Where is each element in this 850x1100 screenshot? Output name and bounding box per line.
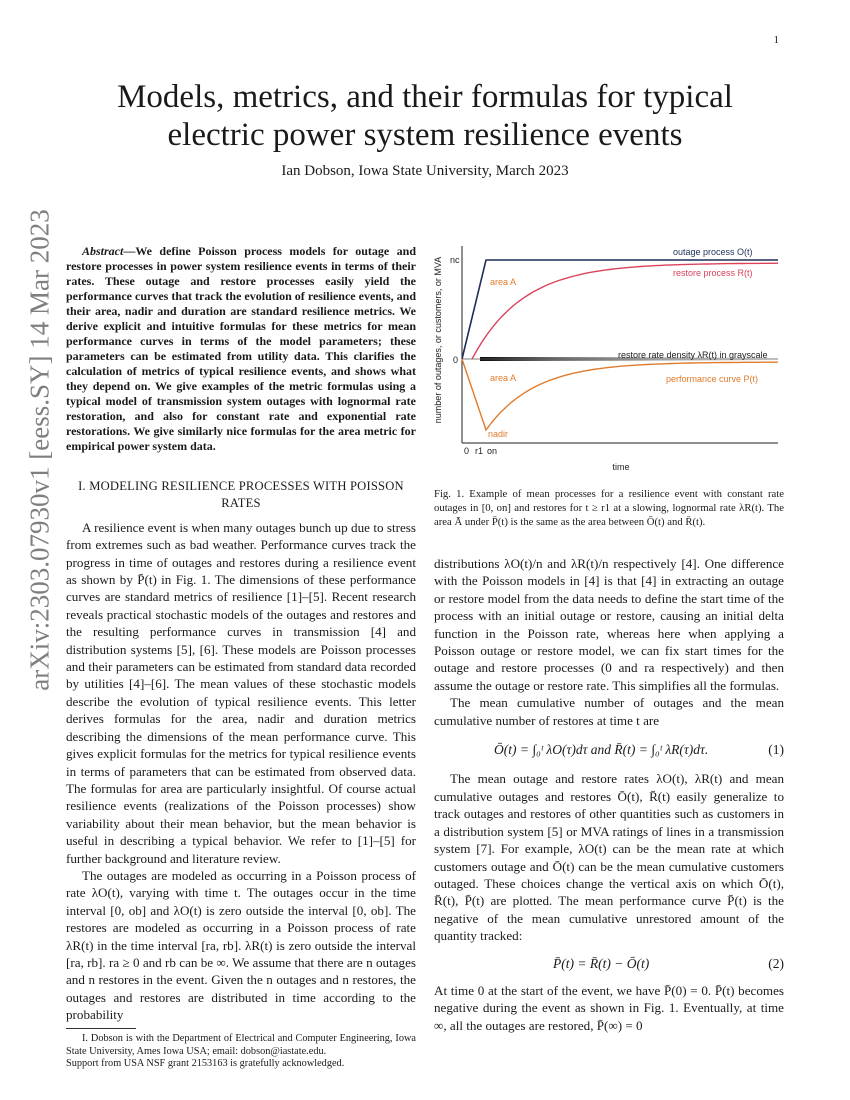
author-line: Ian Dobson, Iowa State University, March 2023	[281, 163, 569, 179]
left-paragraph-1: A resilience event is when many outages bunch up due to stress from extremes such as bad weather. Performance curves track the progress in time of outages and restores during a resilience event as shown by P̄(t) in Fig. 1. The dimensions of these performance curves are standard metrics of resilience [1]–[5]. Recent research reveals practical stochastic models of the outages and restores and the resulting performance curves in transmission [4] and distribution systems [5], [6]. These models are Poisson processes and their parameters can be estimated from standard data recorded by utilities [4]–[6]. The mean values of these stochastic models describe the evolution of typical resilience events. This letter derives formulas for the area, nadir and duration metrics describing the dimensions of the mean performance curve. This gives explicit formulas for the metrics for typical resilience events in terms of parameters that can be estimated from observed data. The formulas for area are particularly insightful. Of course actual resilience events (realizations of the Poisson processes) show variability about their mean behavior, but the mean behavior is useful in describing a typical behavior. We refer to [1]–[5] for further background and literature review.	[66, 519, 416, 866]
title-line-2: electric power system resilience events	[167, 117, 683, 153]
right-paragraph-1: distributions λO(t)/n and λR(t)/n respectively [4]. One difference with the Poisson models in [4] is that [4] in extracting an outage or restore model from the data needs to define the start time of the process with an initial outage or restore, causing an initial delta function in the Poisson rate, whereas here when applying a Poisson outage or restore model, we can fix start times for the outage and restore processes (0 and ra respectively) and then assume the outage or restore rate. This simplifies all the formulas.	[434, 556, 784, 693]
performance-curve-label: performance curve P(t)	[666, 374, 759, 384]
title-line-1: Models, metrics, and their formulas for typical	[117, 79, 733, 115]
equation-1	[434, 741, 784, 758]
footnote-affiliation: I. Dobson is with the Department of Electrical and Computer Engineering, Iowa State University, Ames Iowa USA; email: dobson@iastate.edu.	[66, 1033, 416, 1057]
equation-1-number: (1)	[768, 742, 784, 758]
figure-caption: Fig. 1. Example of mean processes for a resilience event with constant rate outages in [0, on] and restores for t ≥ r1 at a slowing, lognormal rate λR(t). The area Ā under P̄(t) is the same as the area between Ō(t) and R̄(t).	[434, 488, 784, 528]
x-tick-r1: r1	[475, 446, 484, 456]
paper-title	[60, 78, 790, 154]
right-column	[434, 555, 784, 1034]
area-lower-label: area A	[490, 373, 517, 383]
abstract-lead: Abstract	[82, 244, 124, 258]
footnote-support: Support from USA NSF grant 2153163 is gratefully acknowledged.	[66, 1058, 345, 1070]
abstract	[66, 244, 416, 454]
equation-2-body: P̄(t) = R̄(t) − Ō(t)	[553, 955, 650, 971]
x-tick-on: on	[487, 446, 498, 456]
nadir-label: nadir	[488, 429, 509, 439]
section-heading: I. MODELING RESILIENCE PROCESSES WITH POISSON RATES	[78, 479, 404, 511]
nc-label: nc	[450, 255, 460, 265]
right-paragraph-2: The mean cumulative number of outages and the mean cumulative number of restores at time t are	[434, 695, 784, 728]
area-upper-label: area A	[490, 277, 517, 287]
performance-curve	[462, 359, 778, 430]
abstract-body: —We define Poisson process models for outage and restore processes in power system resilience events in terms of their rates. These outage and restore processes easily yield the performance curves that track the evolution of resilience events, and their area, nadir and duration are standard resilience metrics. We derive explicit and intuitive formulas for these metrics for mean performance curves in terms of the model parameters; these parameters can be estimated from utility data. This clarifies the calculation of metrics of typical resilience events, and shows what they depend on. We give examples of the metric formulas using a typical model of transmission system outages with lognormal rate restoration, and also for constant rate and exponential rate restorations. We give similarly nice formulas for the area metric for empirical power system data.	[66, 244, 416, 453]
figure-1	[428, 240, 786, 476]
outage-process-label: outage process O(t)	[673, 247, 753, 257]
x-tick-zero: 0	[464, 446, 470, 456]
equation-2	[434, 955, 784, 972]
equation-1-body: Ō(t) = ∫₀ᵗ λO(τ)dτ and R̄(t) = ∫₀ᵗ λR(τ)dτ.	[494, 742, 709, 758]
zero-label: 0	[453, 355, 459, 365]
arxiv-identifier-text: arXiv:2303.07930v1 [eess.SY] 14 Mar 2023	[24, 209, 55, 691]
left-paragraph-2: The outages are modeled as occurring in a Poisson process of rate λO(t), varying with time t. The outages occur in the time interval [0, ob] and λO(t) is zero outside the interval [0, ob]. The restores are modeled as occurring in a Poisson process of rate λR(t) in the time interval [ra, rb]. λR(t) is zero outside the interval [ra, rb]. ra ≥ 0 and rb can be ∞. We assume that there are n outages and n restores in the event. Given the n outages and n restores, the outages and restores are distributed in time according to the probability	[66, 867, 416, 1023]
page-number: 1	[773, 34, 779, 46]
x-axis-label: time	[612, 462, 630, 472]
restore-density-label: restore rate density λR(t) in grayscale	[618, 350, 768, 360]
footnote-rule	[66, 1028, 136, 1029]
right-paragraph-3: The mean outage and restore rates λO(t), λR(t) and mean cumulative outages and restores Ō(t), R̄(t) easily generalize to track outages and restores of other quantities such as customers in a distribution system [5] or MVA ratings of lines in a transmission system [7]. For example, λO(t) can be the mean rate at which customers outage and Ō(t) can be the mean cumulative customers outaged. These choices change the vertical axis on which Ō(t), R̄(t), P̄(t) are plotted. The mean performance curve P̄(t) is the negative of the mean cumulative unrestored amount of the quantity tracked:	[434, 771, 784, 944]
y-axis-label: number of outages, or customers, or MVA	[433, 256, 443, 424]
right-paragraph-4: At time 0 at the start of the event, we have P̄(0) = 0. P̄(t) becomes negative during the event as shown in Fig. 1. Eventually, at time ∞, all the outages are restored, P̄(∞) = 0	[434, 982, 784, 1033]
left-column	[66, 244, 416, 1024]
restore-process-label: restore process R(t)	[673, 268, 753, 278]
footnote	[66, 1033, 416, 1071]
equation-2-number: (2)	[768, 955, 784, 971]
